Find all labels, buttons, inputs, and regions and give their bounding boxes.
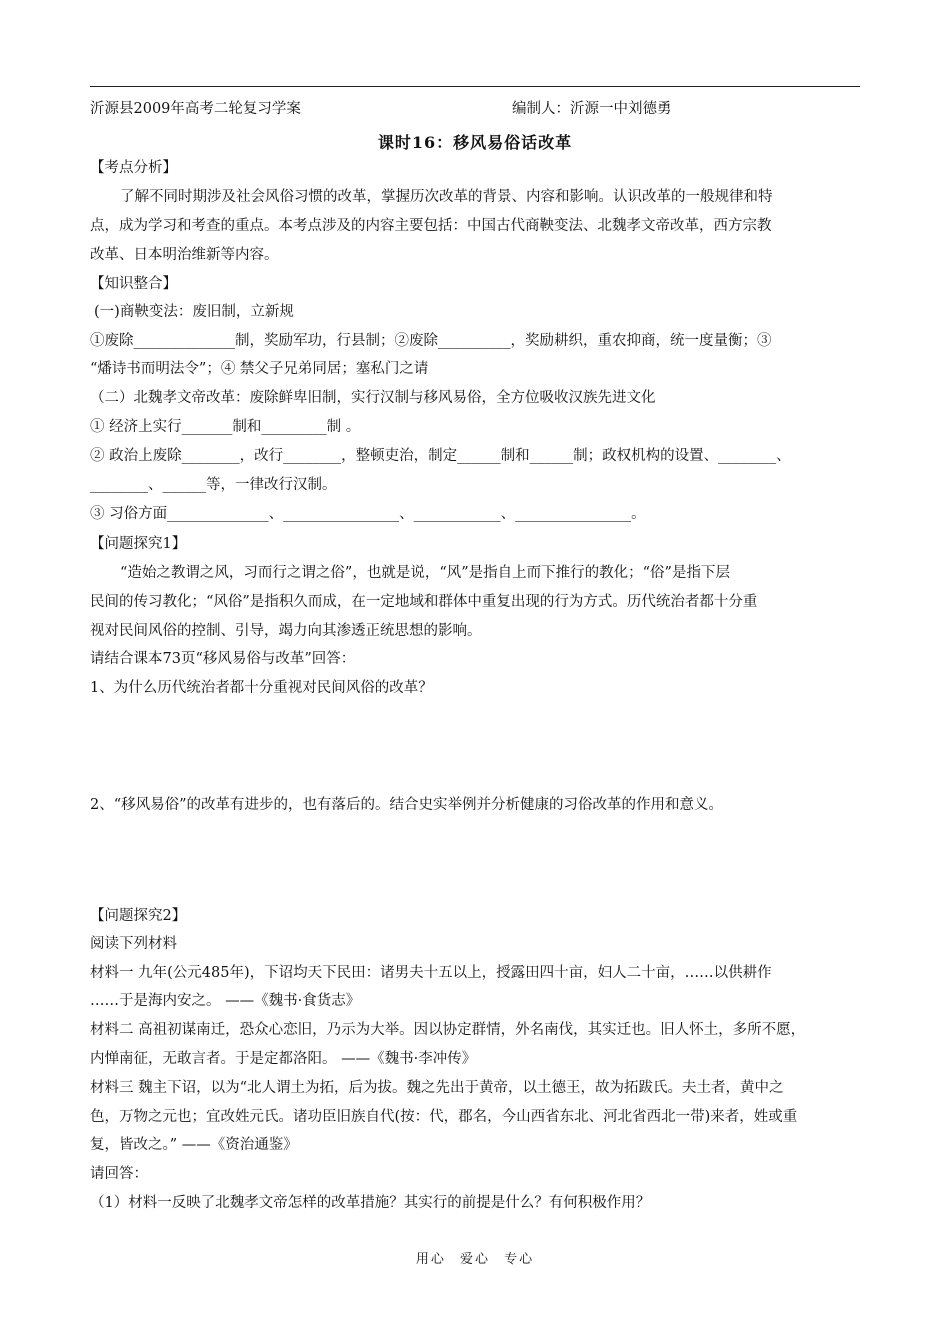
material-2-line: 材料二 高祖初谋南迁，恐众心恋旧，乃示为大举。因以协定群情，外名南伐，其实迁也。旧人怀土，多所不愿， [90,1022,806,1038]
heading-zhishi: 【知识整合】 [90,276,177,292]
paragraph-line: 了解不同时期涉及社会风俗习惯的改革，掌握历次改革的背景、内容和影响。认识改革的一般规律和特 [120,189,773,205]
heading-tanjiu-1: 【问题探究1】 [90,536,187,552]
sub-question-1: （1）材料一反映了北魏孝文帝怎样的改革措施？其实行的前提是什么？有何积极作用？ [90,1195,651,1211]
instruction-line: 阅读下列材料 [90,936,177,952]
heading-tanjiu-2: 【问题探究2】 [90,908,187,924]
page-footer: 用心 爱心 专心 [415,1252,535,1267]
material-3-line: 复，皆改之。” ——《资治通鉴》 [90,1137,298,1153]
paragraph-line: 改革、日本明治维新等内容。 [90,247,279,263]
knowledge-line: (一)商鞅变法：废旧制，立新规 [94,304,294,320]
question-2: 2、“移风易俗”的改革有进步的，也有落后的。结合史实举例并分析健康的习俗改革的作用和意义。 [90,797,724,813]
material-1-line: ……于是海内安之。 ——《魏书·食货志》 [90,993,361,1009]
knowledge-line: ①废除______________制，奖励军功，行县制；②废除__________，奖励耕织，重农抑商，统一度量衡；③ [90,333,772,349]
heading-kaodian: 【考点分析】 [90,160,177,176]
material-3-line: 色，万物之元也；宜改姓元氏。诸功臣旧族自代(按：代，郡名，今山西省东北、河北省西北一带)来者，姓或重 [90,1109,798,1125]
knowledge-line: “燔诗书而明法令”；④ 禁父子兄弟同居；塞私门之请 [90,361,429,377]
paragraph-line: 请结合课本73页“移风易俗与改革”回答： [90,651,356,667]
question-1: 1、为什么历代统治者都十分重视对民间风俗的改革？ [90,680,433,696]
header-rule [90,86,860,87]
instruction-line: 请回答： [90,1166,148,1182]
material-2-line: 内惮南征，无敢言者。于是定都洛阳。 ——《魏书·李冲传》 [90,1051,477,1067]
paragraph-line: 视对民间风俗的控制、引导，竭力向其渗透正统思想的影响。 [90,623,482,639]
page-title: 课时16：移风易俗话改革 [377,133,573,152]
knowledge-line: ③ 习俗方面______________、________________、____________、________________。 [90,506,646,522]
paragraph-line: “造始之教谓之风，习而行之谓之俗”，也就是说，“风”是指自上而下推行的教化；“俗”是指下层 [120,565,730,581]
material-1-line: 材料一 九年(公元485年)，下诏均天下民田：诸男夫十五以上，授露田四十亩，妇人二十亩，……以供耕作 [90,965,772,981]
knowledge-line: （二）北魏孝文帝改革：废除鲜卑旧制，实行汉制与移风易俗，全方位吸收汉族先进文化 [90,390,656,406]
paragraph-line: 民间的传习教化；“风俗”是指积久而成，在一定地域和群体中重复出现的行为方式。历代统治者都十分重 [90,594,758,610]
material-3-line: 材料三 魏主下诏，以为“北人谓土为拓，后为拔。魏之先出于黄帝，以土德王，故为拓跋氏。夫土者，黄中之 [90,1080,784,1096]
knowledge-line: ② 政治上废除________，改行________，整顿吏治，制定______制和______制；政权机构的设置、________、 [90,448,791,464]
knowledge-line: ________、______等，一律改行汉制。 [90,477,337,493]
header-left: 沂源县2009年高考二轮复习学案 [90,101,301,117]
header-right: 编制人：沂源一中刘德勇 [512,101,672,117]
paragraph-line: 点，成为学习和考查的重点。本考点涉及的内容主要包括：中国古代商鞅变法、北魏孝文帝改革，西方宗教 [90,218,772,234]
knowledge-line: ① 经济上实行_______制和_________制 。 [90,419,361,435]
